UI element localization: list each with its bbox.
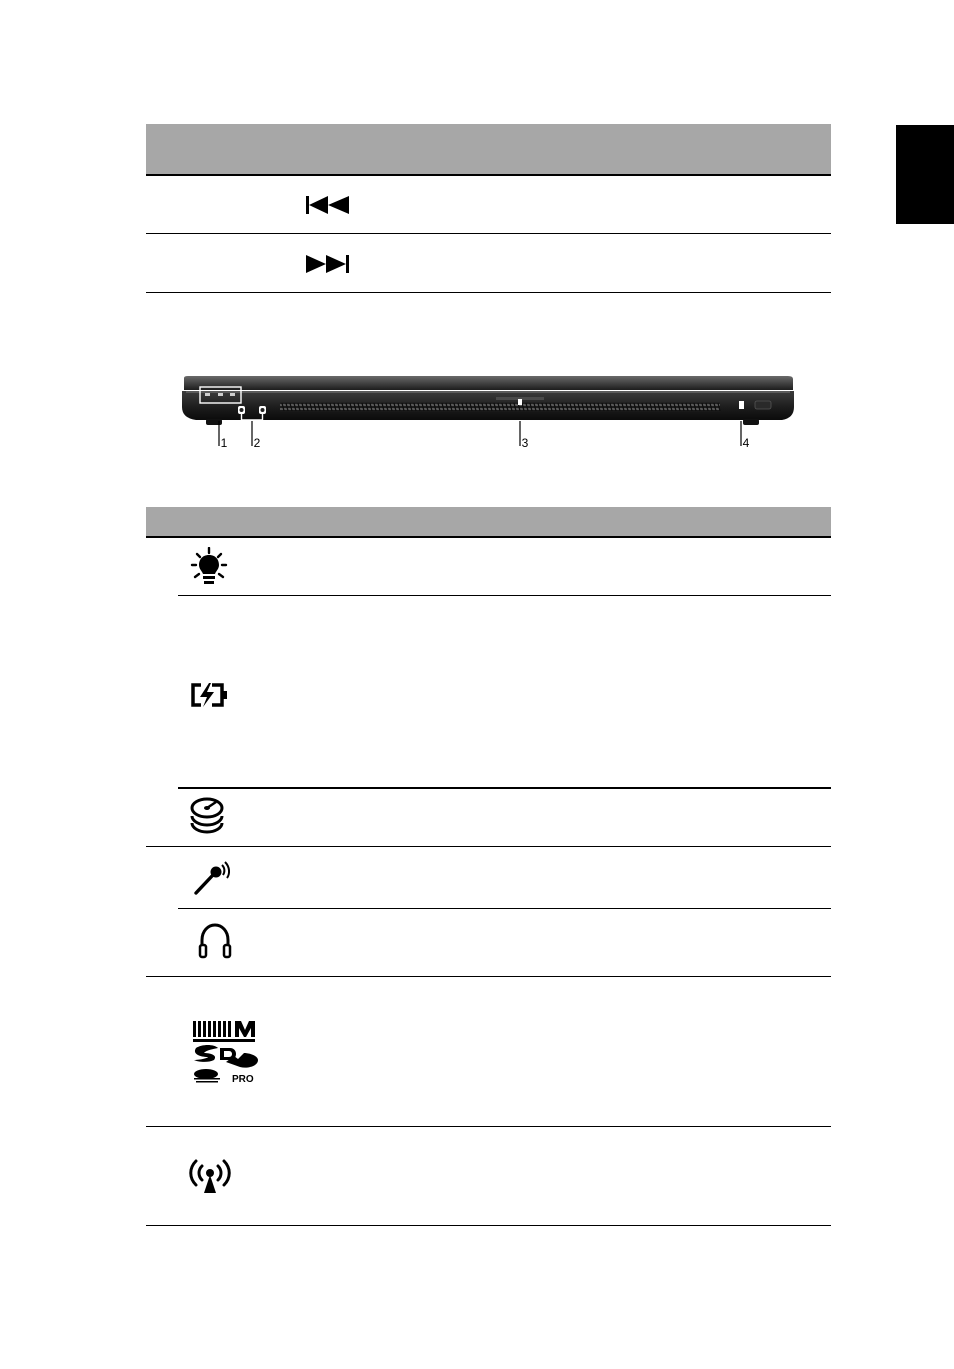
callout-1: 1 (220, 436, 228, 450)
indicator-row-rule (146, 976, 831, 977)
indicator-table-header-rule (146, 536, 831, 538)
svg-text:PRO: PRO (232, 1074, 254, 1085)
wireless-icon (187, 1157, 233, 1195)
callout-2: 2 (253, 436, 261, 450)
callout-4: 4 (742, 436, 750, 450)
media-table-bottom-rule (146, 292, 831, 293)
indicator-row-rule (178, 787, 831, 789)
indicator-table-header (146, 507, 831, 536)
media-table-header (146, 124, 831, 174)
media-table-row-rule (146, 233, 831, 234)
callout-3: 3 (521, 436, 529, 450)
previous-track-icon (305, 195, 351, 215)
laptop-front-view-image (180, 375, 798, 450)
indicator-row-rule (146, 1126, 831, 1127)
battery-charge-icon (189, 682, 229, 708)
media-table-header-rule (146, 174, 831, 176)
indicator-table-bottom-rule (146, 1225, 831, 1226)
hdd-activity-icon (189, 797, 225, 835)
card-reader-logos-icon (190, 1018, 262, 1086)
headphones-icon (197, 922, 233, 962)
next-track-icon (305, 254, 351, 274)
indicator-row-rule (146, 846, 831, 847)
indicator-row-rule (178, 595, 831, 596)
power-lightbulb-icon (190, 547, 228, 587)
english-thumb-tab (896, 125, 954, 224)
indicator-row-rule (178, 908, 831, 909)
microphone-icon (192, 860, 232, 896)
